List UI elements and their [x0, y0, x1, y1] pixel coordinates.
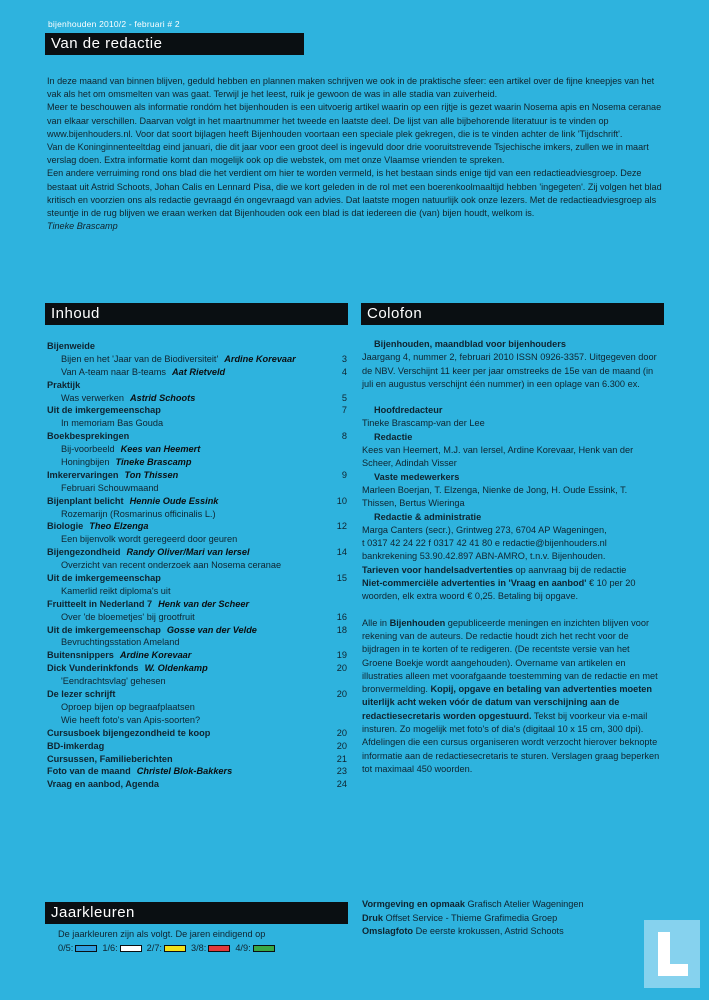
running-head: bijenhouden 2010/2 - februari # 2 [48, 19, 180, 29]
year-color-swatch [208, 945, 230, 952]
year-color-label: 3/8: [190, 943, 207, 953]
redactie-paragraph: Van de Koninginnenteeltdag eind januari, die dit jaar voor een groot deel is ingevuld door drie vooruitstrevende Tsjechische imkers, zullen we in maart verslag doen. Extra informatie komt dan mogelijk ook op die webstek, om met onze Vlaamse vrienden te spreken. [47, 142, 649, 166]
toc-item [47, 701, 347, 714]
redactie-title: Van de redactie [45, 33, 304, 55]
kopij-bold: Kopij, opgave en betaling van advertenties moeten uiterlijk acht weken vóór de datum van verschijning aan de redactiesecretaris worden opgestuurd. [362, 684, 653, 721]
niet-bold: Niet-commerciële advertenties in 'Vraag en aanbod' [362, 578, 587, 589]
toc-section [47, 598, 347, 611]
hoofdredacteur-text: Tineke Brascamp-van der Lee [362, 418, 485, 429]
toc-title: Bijen en het 'Jaar van de Biodiversiteit' [61, 353, 219, 364]
year-color-item [147, 942, 186, 955]
toc-item [47, 533, 347, 546]
vormgeving-value: Grafisch Atelier Wageningen [467, 899, 584, 909]
tarieven [362, 564, 662, 577]
toc-page-number: 23 [336, 766, 347, 777]
toc-item [47, 636, 347, 649]
toc-section [47, 379, 347, 392]
jaarkleuren-title: Jaarkleuren [45, 902, 348, 924]
toc-item [47, 611, 347, 624]
vormgeving-label: Vormgeving en opmaak [362, 899, 465, 909]
toc-title: Bij-voorbeeld [61, 444, 115, 455]
vaste-text: Marleen Boerjan, T. Elzenga, Nienke de Jong, H. Oude Essink, T. Thissen, Bertus Wieringa [362, 484, 628, 509]
toc-title: In memoriam Bas Gouda [61, 418, 164, 429]
toc-section [47, 404, 347, 417]
toc-section [47, 727, 347, 740]
toc-title: Wie heeft foto's van Apis-soorten? [61, 714, 201, 725]
toc-page-number: 24 [336, 779, 347, 790]
publisher-logo [636, 914, 706, 994]
toc-page-number: 21 [336, 753, 347, 764]
toc-page-number: 3 [341, 353, 347, 364]
toc-title: Bijenplant belicht [47, 495, 124, 506]
toc-author: Ton Thissen [124, 469, 179, 480]
toc-section [47, 662, 347, 675]
toc-title: 'Eendrachtsvlag' gehesen [61, 676, 166, 687]
toc-page-number: 4 [341, 366, 347, 377]
tarieven-rest: op aanvraag bij de redactie [512, 564, 627, 575]
toc-author: Ardine Korevaar [119, 650, 192, 661]
toc-title: Fruitteelt in Nederland 7 [47, 598, 153, 609]
toc-page-number: 7 [341, 405, 347, 416]
toc-title: Uit de imkergemeenschap [47, 405, 161, 416]
jaarkleuren-text: De jaarkleuren zijn als volgt. De jaren eindigend op [58, 929, 266, 939]
toc-page-number: 9 [341, 469, 347, 480]
toc-section [47, 495, 347, 508]
toc-page-number: 20 [336, 663, 347, 674]
toc-page-number: 12 [336, 521, 347, 532]
toc-item [47, 417, 347, 430]
toc-author: Randy Oliver/Mari van Iersel [126, 547, 250, 558]
redactie-heading: Redactie [374, 431, 413, 442]
niet-commercieel [362, 577, 662, 604]
year-color-swatch [120, 945, 142, 952]
toc-title: Biologie [47, 521, 84, 532]
toc-title: Overzicht van recent onderzoek aan Nosema ceranae [61, 560, 282, 571]
year-color-swatch [253, 945, 275, 952]
toc-title: Oproep bijen op begraafplaatsen [61, 701, 195, 712]
year-color-item [235, 942, 274, 955]
toc-item [47, 443, 347, 456]
toc-item [47, 482, 347, 495]
toc-item [47, 353, 347, 366]
toc-page-number: 16 [336, 611, 347, 622]
toc-section [47, 546, 347, 559]
toc-title: Cursusboek bijengezondheid te koop [47, 727, 211, 738]
omslagfoto-value: De eerste krokussen, Astrid Schoots [415, 926, 564, 936]
toc-page-number: 20 [336, 740, 347, 751]
toc-section [47, 778, 347, 791]
toc-page-number: 15 [336, 573, 347, 584]
toc-title: Over 'de bloemetjes' bij grootfruit [61, 611, 195, 622]
colofon-body [362, 338, 662, 776]
toc-title: Rozemarijn (Rosmarinus officinalis L.) [61, 508, 216, 519]
year-color-label: 2/7: [146, 943, 162, 953]
redactie-paragraph: Een andere verruiming rond ons blad die het verdient om hier te worden vermeld, is het bestaan sinds enige tijd van een redactieadviesgroep. Deze bestaat uit Astrid Schoots, Johan Calis en Lennard Pisa, die we kort geleden in de rol met een boerenkoolmaaltijd hebben 'ingegeten'. Zij volgen het blad kritisch en voorzien ons als redactie gevraagd én ongevraagd van advies. Dat laatste mogen natuurlijk ook onze lezers. Met de redactieadviesgroep als steuntje in de rug blijven we eraan werken dat Bijenhouden ook een blad is dat iedereen die (van) bijen houdt, welkom is. [47, 168, 662, 219]
toc-item [47, 392, 347, 405]
disclaimer-bold: Bijenhouden [389, 617, 446, 628]
toc-author: Aat Rietveld [172, 366, 226, 377]
jaarkleuren-body [58, 928, 348, 955]
toc-section [47, 688, 347, 701]
year-color-item [191, 942, 230, 955]
year-color-label: 0/5: [58, 943, 74, 953]
toc-page-number: 8 [341, 431, 347, 442]
toc-title: Buitensnippers [47, 650, 114, 661]
toc-section [47, 572, 347, 585]
admin-heading: Redactie & administratie [374, 511, 482, 522]
toc-title: Imkerervaringen [47, 469, 119, 480]
toc-item [47, 675, 347, 688]
toc-author: Astrid Schoots [129, 392, 196, 403]
year-color-item [102, 942, 141, 955]
inhoud-title: Inhoud [45, 303, 348, 325]
toc-title: Vraag en aanbod, Agenda [47, 779, 159, 790]
toc-title: Kamerlid reikt diploma's uit [61, 585, 171, 596]
omslagfoto-label: Omslagfoto [362, 926, 414, 936]
toc-title: Was verwerken [61, 392, 124, 403]
toc-title: Boekbesprekingen [47, 431, 130, 442]
toc-section [47, 740, 347, 753]
redactie-text: Kees van Heemert, M.J. van Iersel, Ardine Korevaar, Henk van der Scheer, Adindah Visser [362, 445, 634, 469]
toc-title: Foto van de maand [47, 766, 131, 777]
toc-section [47, 340, 347, 353]
admin-line: t 0317 42 24 22 f 0317 42 41 80 e redactie@bijenhouders.nl [362, 538, 607, 549]
toc-title: Cursussen, Familieberichten [47, 753, 173, 764]
toc-author: Christel Blok-Bakkers [136, 766, 233, 777]
publisher-heading: Bijenhouden, maandblad voor bijenhouders [374, 339, 566, 349]
toc-author: Hennie Oude Essink [129, 495, 219, 506]
redactie-paragraph: In deze maand van binnen blijven, geduld hebben en plannen maken schrijven we ook in de praktische sfeer: een artikel over de fijne kneepjes van het vak als het om omsmelten van was gaat. Terwijl je het leest, ruik je gewoon de was in alle stadia van zuiverheid. [47, 76, 655, 100]
toc-section [47, 624, 347, 637]
toc-section [47, 753, 347, 766]
kopij-rest: Tekst bij voorkeur via e-mail insturen. Zo mogelijk met foto's of dia's (digitaal 10 x 15 cm, 300 dpi). Afdelingen die een cursus organiseren wordt verzocht hierover beknopte informatie aan de redactiesecretaris te sturen. Verslagen graag beperken tot maximaal 450 woorden. [362, 710, 660, 774]
toc-author: Ardine Korevaar [224, 353, 296, 364]
toc-page-number: 14 [336, 547, 347, 558]
toc-author: Theo Elzenga [89, 521, 149, 532]
toc-title: Praktijk [47, 379, 81, 390]
tarieven-bold: Tarieven voor handelsadvertenties [362, 564, 513, 575]
toc-author: Tineke Brascamp [115, 457, 192, 468]
hoofdredacteur-heading: Hoofdredacteur [374, 405, 443, 416]
toc-author: Henk van der Scheer [158, 598, 250, 609]
toc-section [47, 469, 347, 482]
toc-title: Bijengezondheid [47, 547, 121, 558]
toc-title: Van A-team naar B-teams [61, 366, 167, 377]
year-color-swatch [75, 945, 97, 952]
toc-item [47, 585, 347, 598]
disclaimer-pre: Alle in [362, 617, 390, 628]
toc-page-number: 20 [336, 689, 347, 700]
toc-item [47, 456, 347, 469]
toc-title: Februari Schouwmaand [61, 482, 159, 493]
toc-section [47, 765, 347, 778]
vaste-heading: Vaste medewerkers [374, 471, 460, 482]
disclaimer-rest: gepubliceerde meningen en inzichten blijven voor rekening van de auteurs. De redactie houdt zich het recht voor de bijdragen in te korten of te redigeren. (De recentste versie van het Groene Boekje wordt aangehouden). Overname van artikelen en illustraties alleen met voorafgaande toestemming van de redactie en met bronvermelding. [362, 617, 658, 695]
redactie-paragraph: Meer te beschouwen als informatie rondóm het bijenhouden is een uitvoerig artikel waarin op een rijtje is gezet waarin Nosema apis en Nosema ceranae van elkaar verschillen. Daarvan volgt in het maartnummer het tweede en laatste deel. De lijst van alle bijbehorende literatuur is te vinden op www.bijenhouders.nl. Voor dat soort bijlagen heeft Bijenhouden voortaan een speciale plek gekregen, die is te vinden achter de link 'Tijdschrift'. [47, 102, 662, 139]
toc-title: Bijenweide [47, 341, 95, 351]
toc-author: Kees van Heemert [120, 444, 201, 455]
table-of-contents [47, 340, 347, 791]
toc-title: Dick Vunderinkfonds [47, 663, 139, 674]
toc-title: Bevruchtingsstation Ameland [61, 637, 180, 648]
year-color-item [58, 942, 97, 955]
druk-label: Druk [362, 912, 383, 923]
toc-page-number: 5 [341, 392, 347, 403]
toc-author: Gosse van der Velde [166, 624, 257, 635]
toc-page-number: 20 [336, 727, 347, 738]
toc-author: W. Oldenkamp [144, 663, 208, 674]
toc-title: De lezer schrijft [47, 689, 116, 700]
toc-section [47, 649, 347, 662]
year-color-label: 1/6: [102, 943, 118, 953]
toc-title: Een bijenvolk wordt geregeerd door geuren [61, 534, 238, 545]
toc-item [47, 508, 347, 521]
toc-section [47, 520, 347, 533]
publisher-text: Jaargang 4, nummer 2, februari 2010 ISSN 0926-3357. Uitgegeven door de NBV. Verschijnt 11 keer per jaar omstreeks de 15e van de maand (in juli en augustus verschijnt één nummer) in een oplage van 6.300 ex. [362, 352, 657, 389]
druk-value: Offset Service - Thieme Grafimedia Groep [385, 912, 558, 923]
year-color-swatch [164, 945, 186, 952]
toc-title: Uit de imkergemeenschap [47, 624, 161, 635]
toc-item [47, 559, 347, 572]
redactie-body [47, 75, 664, 233]
toc-title: Uit de imkergemeenschap [47, 573, 161, 584]
toc-page-number: 10 [336, 495, 347, 506]
toc-page-number: 19 [336, 650, 347, 661]
toc-section [47, 430, 347, 443]
redactie-signature: Tineke Brascamp [47, 221, 118, 232]
toc-title: BD-imkerdag [47, 740, 105, 751]
jaarkleuren-legend [58, 942, 348, 955]
toc-title: Honingbijen [61, 457, 110, 468]
toc-item [47, 366, 347, 379]
credits [362, 898, 662, 939]
niet-rest: € 10 per 20 woorden, elk extra woord € 0,25. Betaling bij opgave. [362, 578, 636, 602]
admin-line: bankrekening 53.90.42.897 ABN-AMRO, t.n.v. Bijenhouden. [362, 551, 606, 562]
year-color-label: 4/9: [235, 943, 251, 953]
toc-item [47, 714, 347, 727]
admin-line: Marga Canters (secr.), Grintweg 273, 6704 AP Wageningen, [362, 524, 607, 535]
toc-page-number: 18 [336, 624, 347, 635]
colofon-title: Colofon [361, 303, 664, 325]
